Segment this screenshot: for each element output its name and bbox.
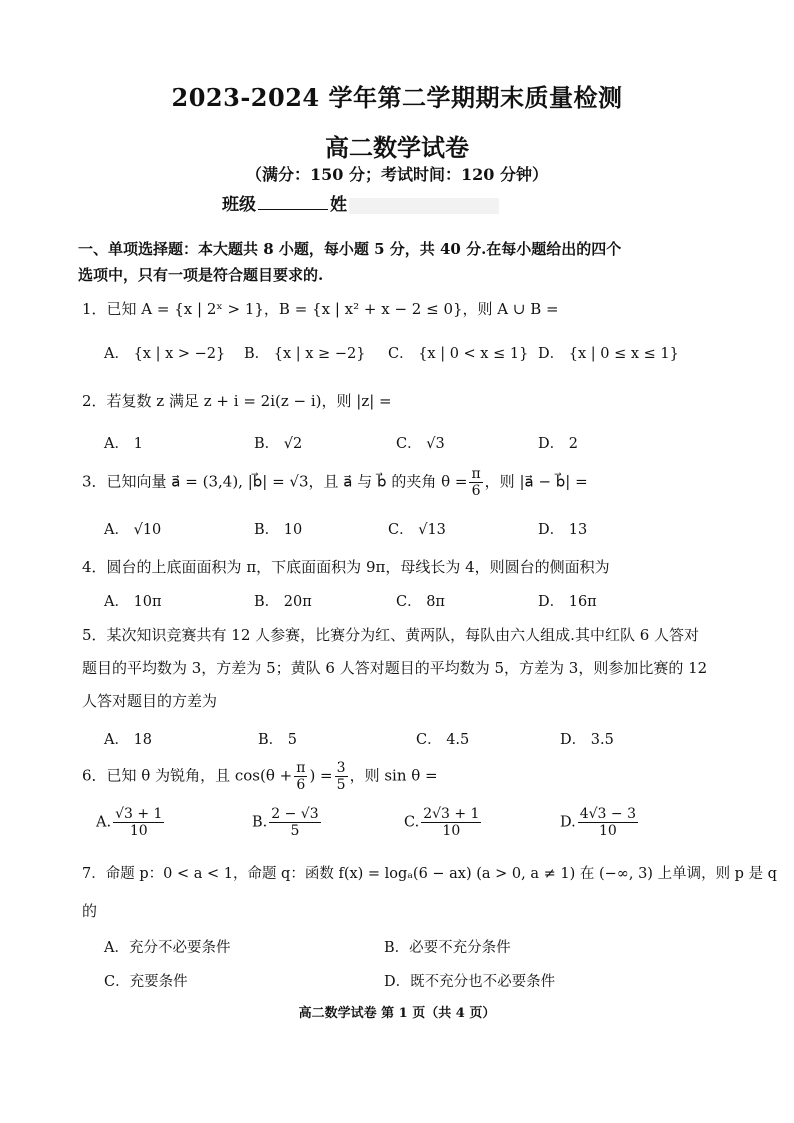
- q2-option-b: B． √2: [254, 436, 303, 452]
- name-label: 姓: [330, 195, 347, 215]
- q3-stem-part1: 3．已知向量 a⃗ = (3,4), |b⃗| = √3，且 a⃗ 与 b⃗ 的夹角 θ =: [82, 472, 468, 491]
- q6-inner-fraction: [294, 760, 307, 793]
- q7-option-a: A．充分不必要条件: [104, 940, 231, 956]
- q6-c-num: 2√3 + 1: [423, 806, 480, 822]
- q6-b-label: B.: [252, 814, 268, 831]
- q6-b-den: 5: [290, 823, 300, 839]
- q6-a-num: √3 + 1: [115, 806, 163, 822]
- q6-d-label: D.: [560, 814, 576, 831]
- exam-meta: （满分：150 分；考试时间：120 分钟）: [246, 165, 548, 184]
- q7-option-b: B．必要不充分条件: [384, 940, 511, 956]
- class-blank: [258, 193, 328, 210]
- q6-rhs-num: 3: [336, 760, 346, 776]
- q6-stem-part3: ，则 sin θ =: [349, 766, 438, 785]
- q6-inner-num: π: [296, 760, 306, 776]
- q6-b-fraction: [269, 806, 320, 839]
- q5-option-a: A． 18: [104, 732, 153, 748]
- q2-option-d: D． 2: [538, 436, 578, 452]
- section-heading-line2: 选项中，只有一项是符合题目要求的.: [78, 266, 324, 284]
- q6-option-c: [404, 806, 483, 839]
- q6-d-den: 10: [598, 823, 617, 839]
- q6-d-fraction: [578, 806, 638, 839]
- q2-option-a: A． 1: [104, 436, 143, 452]
- question-5-line1: 5．某次知识竞赛共有 12 人参赛，比赛分为红、黄两队，每队由六人组成.其中红队 6 人答对: [82, 626, 700, 644]
- question-4-stem: 4．圆台的上底面面积为 π，下底面面积为 9π，母线长为 4，则圆台的侧面积为: [82, 558, 610, 576]
- q5-option-d: D． 3.5: [560, 732, 614, 748]
- q6-a-fraction: [113, 806, 164, 839]
- q6-c-den: 10: [442, 823, 461, 839]
- question-6-stem: [82, 760, 438, 793]
- q6-b-num: 2 − √3: [271, 806, 319, 822]
- question-5-line3: 人答对题目的方差为: [82, 692, 218, 710]
- q5-option-b: B． 5: [258, 732, 297, 748]
- q1-option-d: D． {x | 0 ≤ x ≤ 1}: [538, 346, 679, 362]
- q3-option-a: A． √10: [104, 522, 162, 538]
- question-5-line2: 题目的平均数为 3，方差为 5；黄队 6 人答对题目的平均数为 5，方差为 3，则参加比赛的 12: [82, 659, 708, 677]
- q3-option-c: C． √13: [388, 522, 446, 538]
- exam-title: 2023-2024 学年第二学期期末质量检测: [171, 83, 623, 112]
- q3-frac-num: π: [471, 466, 481, 482]
- exam-subtitle: 高二数学试卷: [325, 133, 469, 162]
- class-label: 班级: [222, 195, 256, 215]
- q6-stem-part2: ) =: [309, 766, 333, 785]
- q4-option-d: D． 16π: [538, 594, 597, 610]
- q2-option-c: C． √3: [396, 436, 445, 452]
- q1-option-a: A． {x | x > −2}: [104, 346, 226, 362]
- q3-option-b: B． 10: [254, 522, 303, 538]
- q7-option-c: C．充要条件: [104, 974, 188, 990]
- q4-option-b: B． 20π: [254, 594, 312, 610]
- q6-option-d: [560, 806, 640, 839]
- question-3-stem: [82, 466, 588, 499]
- q1-option-c: C． {x | 0 < x ≤ 1}: [388, 346, 529, 362]
- q6-inner-den: 6: [296, 777, 306, 793]
- q6-c-label: C.: [404, 814, 420, 831]
- q6-a-den: 10: [129, 823, 148, 839]
- q6-stem-part1: 6．已知 θ 为锐角，且 cos(θ +: [82, 766, 293, 785]
- q6-c-fraction: [421, 806, 481, 839]
- page-footer: 高二数学试卷 第 1 页（共 4 页）: [298, 1006, 496, 1021]
- redacted-area: [349, 198, 499, 214]
- q3-angle-fraction: [469, 466, 482, 499]
- question-2-stem: 2．若复数 z 满足 z + i = 2i(z − i)，则 |z| =: [82, 392, 392, 410]
- q6-d-num: 4√3 − 3: [579, 806, 636, 822]
- q6-a-label: A.: [96, 814, 112, 831]
- q3-stem-part2: ，则 |a⃗ − b⃗| =: [484, 472, 588, 491]
- question-7-line1: 7．命题 p：0 < a < 1，命题 q：函数 f(x) = logₐ(6 − ax) (a > 0, a ≠ 1) 在 (−∞, 3) 上单调，则 p 是 q: [82, 866, 777, 882]
- q4-option-a: A． 10π: [104, 594, 162, 610]
- q3-option-d: D． 13: [538, 522, 588, 538]
- question-1-stem: 1．已知 A = {x | 2ˣ > 1}，B = {x | x² + x − 2 ≤ 0}，则 A ∪ B =: [82, 300, 559, 318]
- q6-rhs-fraction: [335, 760, 348, 793]
- q5-option-c: C． 4.5: [416, 732, 470, 748]
- q7-option-d: D．既不充分也不必要条件: [384, 974, 556, 990]
- student-info-line: [222, 190, 499, 215]
- q4-option-c: C． 8π: [396, 594, 445, 610]
- q6-option-b: [252, 806, 323, 839]
- question-7-line2: 的: [82, 902, 98, 920]
- section-heading-line1: 一、单项选择题：本大题共 8 小题，每小题 5 分，共 40 分.在每小题给出的四个: [78, 240, 622, 258]
- q3-frac-den: 6: [471, 483, 481, 499]
- q6-rhs-den: 5: [336, 777, 346, 793]
- q6-option-a: [96, 806, 166, 839]
- q1-option-b: B． {x | x ≥ −2}: [244, 346, 366, 362]
